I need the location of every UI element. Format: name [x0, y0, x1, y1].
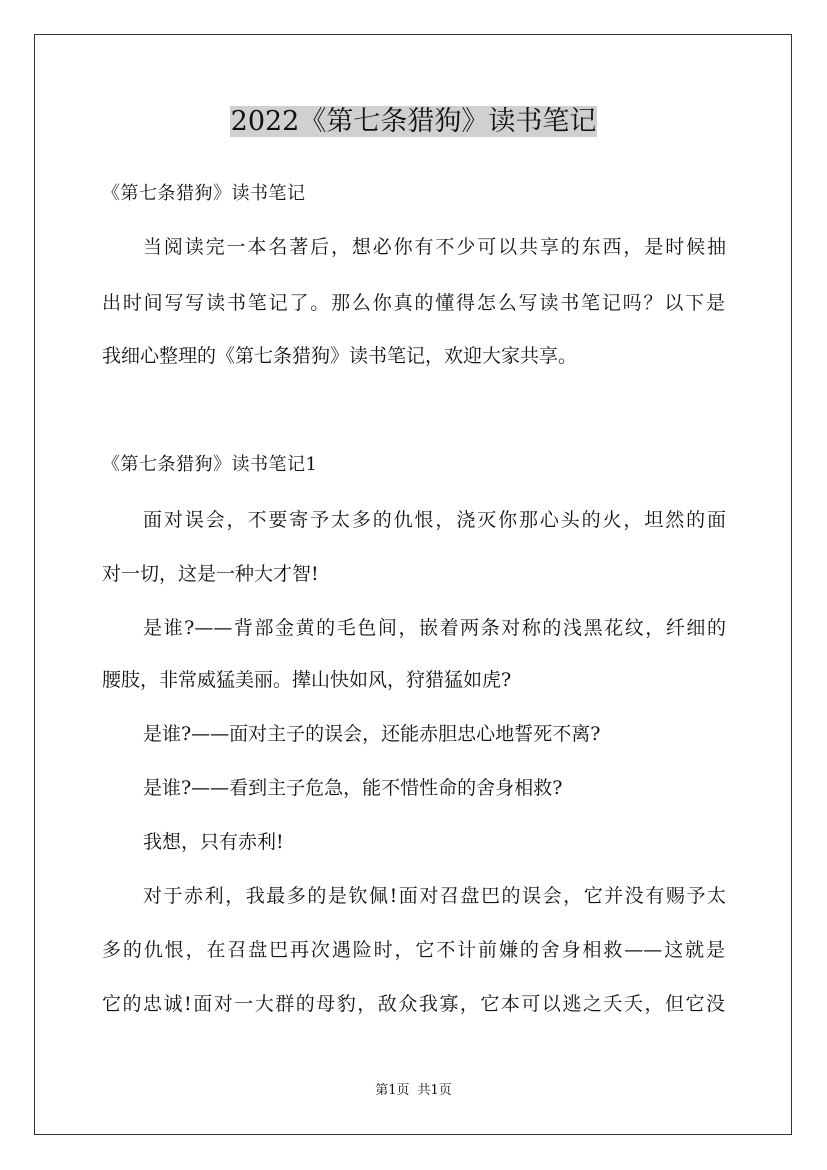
paragraph-line: 是谁?——背部金黄的毛色间，嵌着两条对称的浅黑花纹，纤细的 [143, 617, 726, 639]
paragraph-line: 我想，只有赤利! [143, 831, 284, 853]
paragraph-line: 对于赤利，我最多的是钦佩!面对召盘巴的误会，它并没有赐予太 [143, 885, 726, 907]
page-number: 第1页 [375, 1083, 410, 1098]
paragraph-line: 多的仇恨，在召盘巴再次遇险时，它不计前嫌的舍身相救——这就是 [102, 939, 725, 961]
document-title-text: 2022《第七条猎狗》读书笔记 [230, 106, 597, 137]
paragraph-line: 腰肢，非常威猛美丽。撵山快如风，狩猎猛如虎? [102, 669, 512, 691]
paragraph-line: 是谁?——看到主子危急，能不惜性命的舍身相救? [143, 777, 563, 799]
intro-heading: 《第七条猎狗》读书笔记 [102, 183, 306, 204]
paragraph-line: 它的忠诚!面对一大群的母豹，敌众我寡，它本可以逃之夭夭，但它没 [102, 993, 725, 1015]
paragraph-line: 对一切，这是一种大才智! [102, 563, 319, 585]
paragraph-line: 面对误会，不要寄予太多的仇恨，浇灭你那心头的火，坦然的面 [143, 509, 726, 531]
page-footer [0, 1081, 827, 1101]
paragraph-line: 出时间写写读书笔记了。那么你真的懂得怎么写读书笔记吗？以下是 [102, 292, 725, 314]
paragraph-line: 当阅读完一本名著后，想必你有不少可以共享的东西，是时候抽 [143, 236, 726, 258]
document-title [0, 100, 827, 144]
paragraph-line: 我细心整理的《第七条猎狗》读书笔记，欢迎大家共享。 [102, 345, 578, 367]
page-count: 共1页 [417, 1083, 452, 1098]
section-heading-1: 《第七条猎狗》读书笔记1 [102, 454, 318, 475]
paragraph-line: 是谁?——面对主子的误会，还能赤胆忠心地誓死不离? [143, 723, 601, 745]
